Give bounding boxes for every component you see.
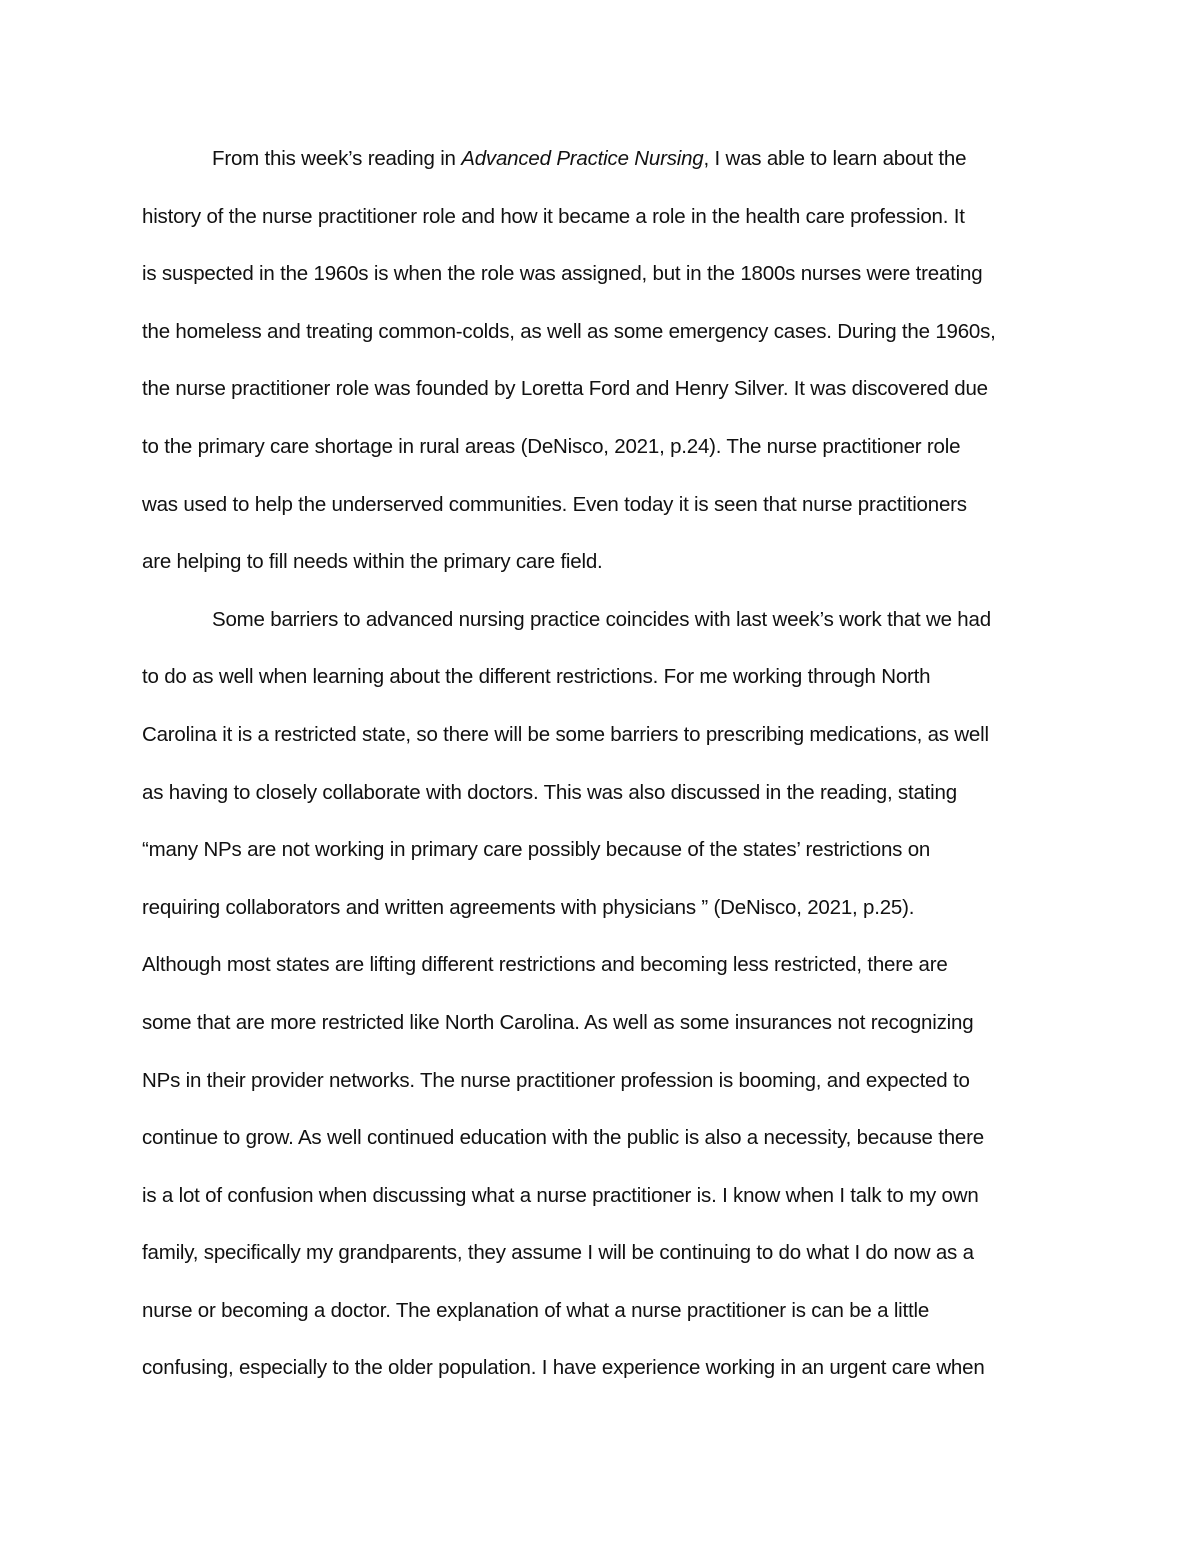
paragraph-1-line: was used to help the underserved communities. Even today it is seen that nurse practitioners [142, 492, 967, 516]
paragraph-1-line: the nurse practitioner role was founded by Loretta Ford and Henry Silver. It was discovered due [142, 377, 988, 401]
paragraph-1-line: to the primary care shortage in rural areas (DeNisco, 2021, p.24). The nurse practitioner role [142, 434, 961, 458]
paragraph-2-line: to do as well when learning about the different restrictions. For me working through North [142, 665, 931, 689]
paragraph-2-line: as having to closely collaborate with doctors. This was also discussed in the reading, stating [142, 780, 957, 804]
paragraph-2-line: family, specifically my grandparents, they assume I will be continuing to do what I do now as a [142, 1241, 974, 1265]
paragraph-1-line: are helping to fill needs within the primary care field. [142, 550, 603, 574]
paragraph-2-line: “many NPs are not working in primary care possibly because of the states’ restrictions on [142, 838, 931, 862]
paragraph-2-line: confusing, especially to the older population. I have experience working in an urgent care when [142, 1356, 985, 1380]
paragraph-2-line: NPs in their provider networks. The nurse practitioner profession is booming, and expected to [142, 1068, 970, 1092]
text-run: , I was able to learn about the [703, 147, 967, 170]
paragraph-2-line: some that are more restricted like North Carolina. As well as some insurances not recognizing [142, 1010, 974, 1034]
paragraph-2-line: nurse or becoming a doctor. The explanation of what a nurse practitioner is can be a little [142, 1298, 930, 1322]
paragraph-2-line: Carolina it is a restricted state, so there will be some barriers to prescribing medications, as well [142, 722, 989, 746]
paragraph-2-line: requiring collaborators and written agreements with physicians ” (DeNisco, 2021, p.25). [142, 895, 915, 919]
paragraph-2-line: continue to grow. As well continued education with the public is also a necessity, because there [142, 1126, 984, 1150]
document-body [142, 140, 1062, 1407]
paragraph-2-line: Although most states are lifting different restrictions and becoming less restricted, there are [142, 953, 948, 977]
paragraph-1-line-1 [142, 140, 1062, 198]
paragraph-1-line: is suspected in the 1960s is when the role was assigned, but in the 1800s nurses were treating [142, 262, 983, 286]
paragraph-1-line: history of the nurse practitioner role and how it became a role in the health care profession. It [142, 204, 965, 228]
paragraph-2-line: is a lot of confusion when discussing what a nurse practitioner is. I know when I talk to my own [142, 1183, 979, 1207]
text-run: From this week’s reading in [212, 147, 462, 170]
paragraph-1-line: the homeless and treating common-colds, as well as some emergency cases. During the 1960s, [142, 319, 996, 343]
book-title: Advanced Practice Nursing [461, 147, 704, 170]
paragraph-2-line-1: Some barriers to advanced nursing practice coincides with last week’s work that we had [212, 607, 991, 631]
